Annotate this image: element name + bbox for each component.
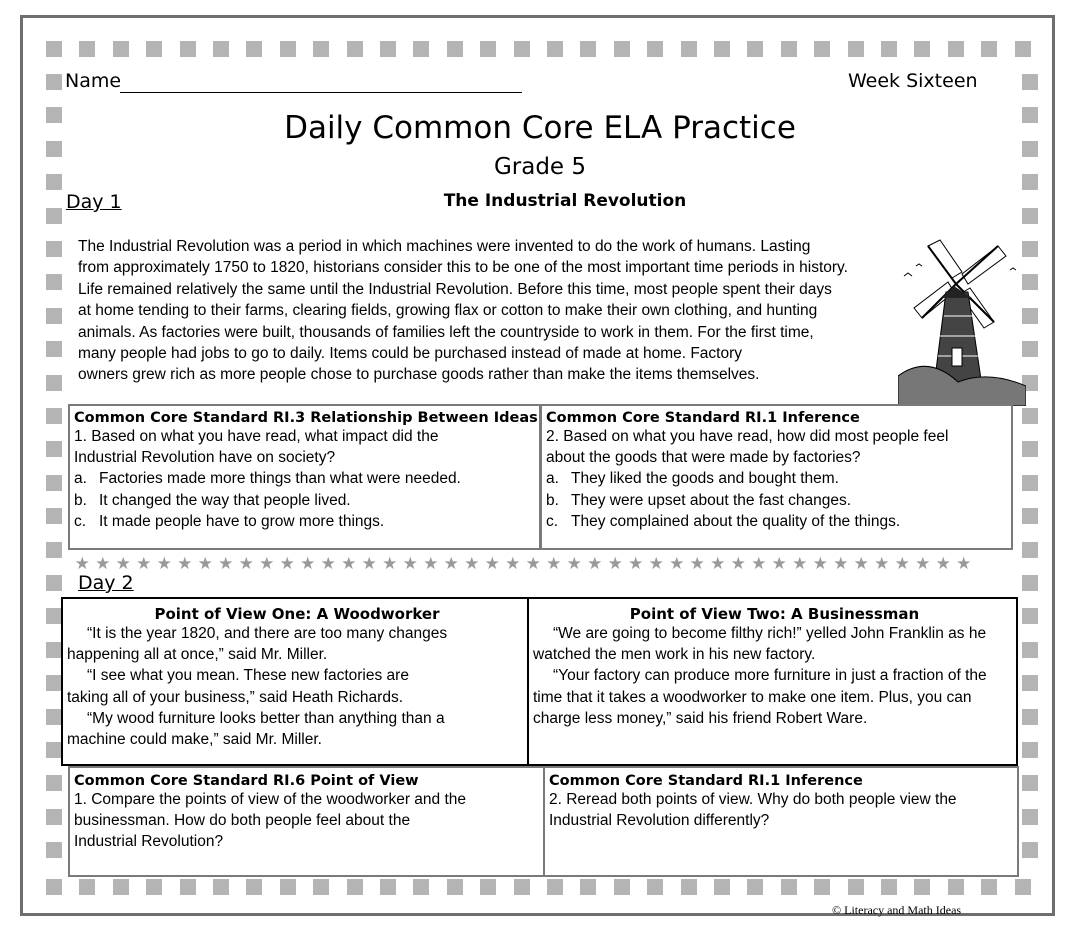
star-icon: ★: [730, 554, 746, 573]
border-square: [46, 475, 62, 491]
border-square: [1022, 408, 1038, 424]
answer-text: They complained about the quality of the things.: [571, 512, 901, 530]
border-square: [46, 508, 62, 524]
border-square: [46, 74, 62, 90]
border-square: [747, 879, 763, 895]
pov-line: taking all of your business,” said Heath Richards.: [67, 688, 403, 706]
pov2-box: [527, 597, 1018, 766]
day1-label: Day 1: [66, 191, 122, 213]
star-icon: ★: [874, 554, 890, 573]
answer-choice: [74, 490, 539, 511]
border-square: [313, 41, 329, 57]
border-square: [46, 441, 62, 457]
border-square: [46, 341, 62, 357]
border-square: [1022, 608, 1038, 624]
border-square: [380, 41, 396, 57]
border-square: [714, 879, 730, 895]
border-square: [46, 775, 62, 791]
star-icon: ★: [382, 554, 398, 573]
border-square: [46, 274, 62, 290]
border-square: [280, 879, 296, 895]
star-icon: ★: [751, 554, 767, 573]
star-icon: ★: [915, 554, 931, 573]
question-line: Industrial Revolution differently?: [549, 812, 770, 830]
star-icon: ★: [505, 554, 521, 573]
answer-text: They liked the goods and bought them.: [571, 470, 839, 488]
border-square: [647, 879, 663, 895]
border-square: [480, 41, 496, 57]
day2-question1-box: [68, 766, 545, 877]
star-icon: ★: [238, 554, 254, 573]
answer-text: It changed the way that people lived.: [99, 491, 351, 509]
border-square: [914, 41, 930, 57]
border-square: [981, 879, 997, 895]
pov-line: “We are going to become filthy rich!” yelled John Franklin as he: [553, 625, 987, 642]
pov1-text: [67, 623, 527, 750]
question-line: Industrial Revolution have on society?: [74, 449, 336, 467]
star-icon: ★: [136, 554, 152, 573]
pov-line: “It is the year 1820, and there are too many changes: [87, 625, 448, 642]
star-icon: ★: [956, 554, 972, 573]
border-square: [848, 41, 864, 57]
border-square: [781, 879, 797, 895]
answer-text: It made people have to grow more things.: [99, 512, 385, 530]
border-square: [46, 842, 62, 858]
border-square: [146, 879, 162, 895]
border-square: [246, 41, 262, 57]
star-divider: [72, 554, 992, 574]
border-square: [1022, 642, 1038, 658]
question-line: about the goods that were made by factories?: [546, 449, 861, 467]
border-square: [113, 41, 129, 57]
question-text: [74, 426, 539, 532]
pov-line: time that it takes a woodworker to make one item. Plus, you can: [533, 688, 972, 706]
star-icon: ★: [587, 554, 603, 573]
border-square: [814, 41, 830, 57]
answer-letter: a.: [546, 470, 559, 488]
pov1-title: Point of View One: A Woodworker: [154, 605, 440, 623]
question-text: [546, 426, 1011, 532]
standard-heading: Common Core Standard RI.1 Inference: [549, 773, 863, 789]
star-icon: ★: [792, 554, 808, 573]
answer-text: Factories made more things than what were needed.: [99, 470, 461, 488]
border-square: [347, 879, 363, 895]
star-icon: ★: [894, 554, 910, 573]
border-square: [948, 879, 964, 895]
week-label: Week Sixteen: [848, 70, 978, 92]
border-square: [981, 41, 997, 57]
pov-line: machine could make,” said Mr. Miller.: [67, 731, 322, 749]
border-square: [146, 41, 162, 57]
border-square: [1022, 742, 1038, 758]
answer-text: They were upset about the fast changes.: [571, 491, 852, 509]
answer-letter: b.: [74, 491, 87, 509]
border-square: [46, 542, 62, 558]
border-square: [714, 41, 730, 57]
star-icon: ★: [156, 554, 172, 573]
star-icon: ★: [648, 554, 664, 573]
border-square: [580, 879, 596, 895]
border-square: [647, 41, 663, 57]
border-square: [46, 575, 62, 591]
star-icon: ★: [689, 554, 705, 573]
border-square: [681, 41, 697, 57]
star-icon: ★: [443, 554, 459, 573]
border-square: [681, 879, 697, 895]
standard-heading: Common Core Standard RI.1 Inference: [546, 410, 860, 426]
border-square: [46, 879, 62, 895]
border-square: [614, 879, 630, 895]
passage-line: many people had jobs to go to daily. Items could be purchased instead of made at home. Factory: [78, 345, 743, 363]
star-icon: ★: [95, 554, 111, 573]
pov-line: “My wood furniture looks better than anything than a: [87, 709, 445, 727]
border-square: [46, 809, 62, 825]
border-square: [113, 879, 129, 895]
star-icon: ★: [607, 554, 623, 573]
star-icon: ★: [566, 554, 582, 573]
passage-line: from approximately 1750 to 1820, historians consider this to be one of the most important time periods in history.: [78, 259, 848, 277]
answer-choice: [74, 511, 539, 532]
border-square: [848, 879, 864, 895]
passage-line: Life remained relatively the same until the Industrial Revolution. Before this time, most people spent their days: [78, 280, 832, 298]
passage-line: owners grew rich as more people chose to purchase goods rather than make the items themselves.: [78, 366, 760, 384]
star-icon: ★: [771, 554, 787, 573]
border-square: [46, 408, 62, 424]
border-square: [914, 879, 930, 895]
border-square: [213, 879, 229, 895]
pov2-title: Point of View Two: A Businessman: [629, 605, 920, 623]
border-square: [1022, 74, 1038, 90]
border-square: [46, 709, 62, 725]
question-line: 2. Based on what you have read, how did most people feel: [546, 428, 949, 445]
star-icon: ★: [197, 554, 213, 573]
star-icon: ★: [628, 554, 644, 573]
question-line: 2. Reread both points of view. Why do both people view the: [549, 791, 957, 808]
pov2-text: [533, 623, 1016, 729]
pov-line: “Your factory can produce more furniture in just a fraction of the: [553, 667, 987, 685]
border-square: [580, 41, 596, 57]
border-square: [1022, 575, 1038, 591]
star-icon: ★: [525, 554, 541, 573]
border-square: [447, 879, 463, 895]
name-label: Name: [65, 70, 122, 92]
star-icon: ★: [361, 554, 377, 573]
border-square: [413, 879, 429, 895]
star-icon: ★: [812, 554, 828, 573]
border-square: [46, 308, 62, 324]
border-square: [614, 41, 630, 57]
border-square: [1022, 441, 1038, 457]
day1-question1-box: [68, 404, 541, 550]
border-square: [180, 879, 196, 895]
question-line: businessman. How do both people feel about the: [74, 812, 411, 830]
border-square: [180, 41, 196, 57]
border-square: [313, 879, 329, 895]
star-icon: ★: [279, 554, 295, 573]
border-square: [46, 241, 62, 257]
border-square: [514, 41, 530, 57]
border-square: [881, 41, 897, 57]
star-icon: ★: [341, 554, 357, 573]
pov-line: charge less money,” said his friend Robert Ware.: [533, 709, 868, 727]
star-icon: ★: [546, 554, 562, 573]
border-square: [46, 742, 62, 758]
border-square: [514, 879, 530, 895]
passage-line: The Industrial Revolution was a period in which machines were invented to do the work of humans. Lasting: [78, 238, 811, 255]
border-square: [46, 41, 62, 57]
star-icon: ★: [423, 554, 439, 573]
border-square: [1022, 775, 1038, 791]
star-icon: ★: [853, 554, 869, 573]
border-square: [79, 41, 95, 57]
border-square: [79, 879, 95, 895]
name-field-line: [120, 92, 522, 93]
border-square: [547, 879, 563, 895]
border-square: [948, 41, 964, 57]
border-square: [447, 41, 463, 57]
question-text: [74, 789, 543, 853]
star-icon: ★: [402, 554, 418, 573]
question-line: 1. Based on what you have read, what impact did the: [74, 428, 439, 445]
question-text: [549, 789, 1017, 831]
day2-label: Day 2: [78, 572, 134, 594]
star-icon: ★: [935, 554, 951, 573]
question-line: 1. Compare the points of view of the woodworker and the: [74, 791, 467, 808]
border-square: [46, 642, 62, 658]
border-square: [1022, 475, 1038, 491]
answer-letter: c.: [546, 512, 559, 530]
star-icon: ★: [300, 554, 316, 573]
answer-choice: [546, 468, 1011, 489]
border-square: [1022, 809, 1038, 825]
copyright-notice: © Literacy and Math Ideas: [832, 903, 962, 917]
question-line: Industrial Revolution?: [74, 833, 224, 851]
pov1-box: [61, 597, 529, 766]
border-square: [1022, 842, 1038, 858]
page-title: Daily Common Core ELA Practice: [284, 110, 796, 146]
pov-line: watched the men work in his new factory.: [533, 646, 816, 664]
border-square: [1015, 41, 1031, 57]
star-icon: ★: [484, 554, 500, 573]
star-icon: ★: [710, 554, 726, 573]
star-icon: ★: [320, 554, 336, 573]
star-icon: ★: [669, 554, 685, 573]
pov-line: happening all at once,” said Mr. Miller.: [67, 646, 328, 664]
star-icon: ★: [218, 554, 234, 573]
border-square: [480, 879, 496, 895]
border-square: [280, 41, 296, 57]
border-square: [781, 41, 797, 57]
border-square: [1022, 508, 1038, 524]
answer-letter: b.: [546, 491, 559, 509]
border-square: [347, 41, 363, 57]
day2-question2-box: [543, 766, 1019, 877]
day1-question2-box: [540, 404, 1013, 550]
grade-label: Grade 5: [493, 154, 587, 180]
border-square: [747, 41, 763, 57]
border-square: [380, 879, 396, 895]
standard-heading: Common Core Standard RI.6 Point of View: [74, 773, 419, 789]
border-square: [246, 879, 262, 895]
border-square: [547, 41, 563, 57]
border-square: [1022, 675, 1038, 691]
border-square: [213, 41, 229, 57]
pov-line: “I see what you mean. These new factories are: [87, 667, 409, 685]
border-square: [1022, 709, 1038, 725]
answer-choice: [546, 511, 1011, 532]
answer-letter: c.: [74, 512, 87, 530]
answer-choice: [546, 490, 1011, 511]
border-square: [413, 41, 429, 57]
border-square: [46, 608, 62, 624]
star-icon: ★: [177, 554, 193, 573]
star-icon: ★: [115, 554, 131, 573]
passage-title: The Industrial Revolution: [443, 191, 687, 211]
border-square: [46, 375, 62, 391]
star-icon: ★: [464, 554, 480, 573]
border-square: [1022, 542, 1038, 558]
windmill-illustration: [898, 236, 1026, 406]
star-icon: ★: [833, 554, 849, 573]
passage-line: animals. As factories were built, thousands of families left the countryside to work in them. For the first time,: [78, 323, 814, 341]
standard-heading: Common Core Standard RI.3 Relationship Between Ideas: [74, 410, 538, 426]
star-icon: ★: [259, 554, 275, 573]
passage-text: [78, 236, 908, 386]
star-icon: ★: [74, 554, 90, 573]
border-square: [881, 879, 897, 895]
border-square: [1015, 879, 1031, 895]
answer-letter: a.: [74, 470, 87, 488]
passage-line: at home tending to their farms, clearing fields, growing flax or cotton to make their own clothing, and hunting: [78, 302, 818, 320]
border-square: [814, 879, 830, 895]
border-square: [46, 675, 62, 691]
answer-choice: [74, 468, 539, 489]
